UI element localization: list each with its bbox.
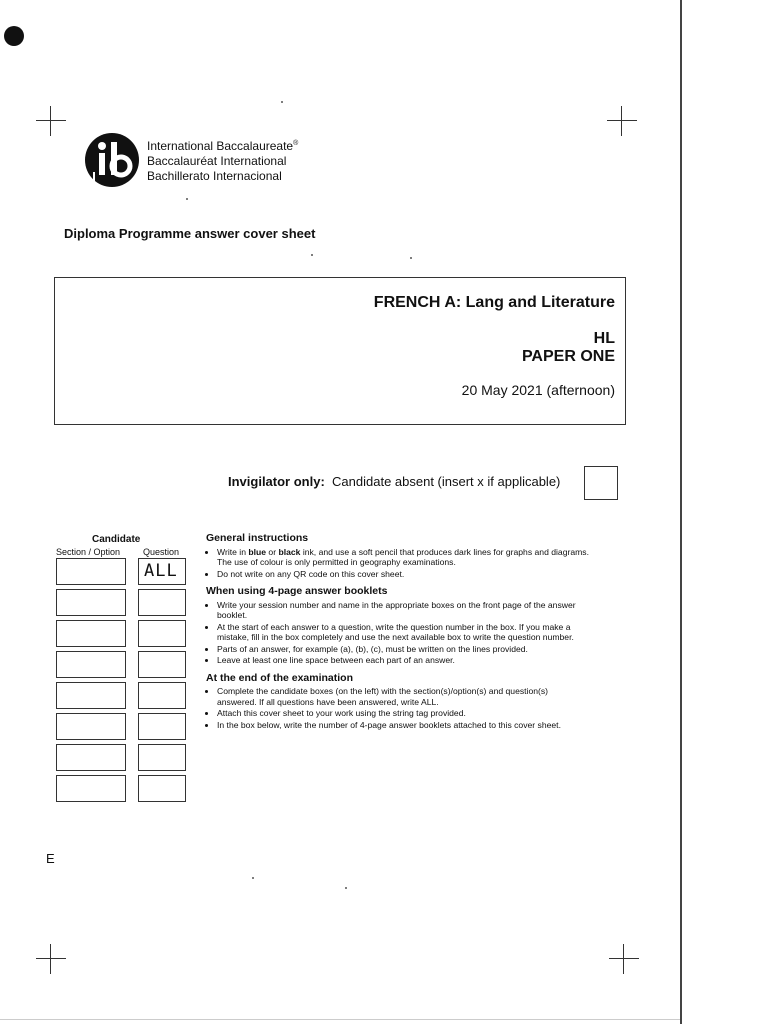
organization-names xyxy=(147,136,298,184)
org-name-es: Bachillerato Internacional xyxy=(147,169,282,183)
scan-speck xyxy=(281,101,283,103)
question-box[interactable] xyxy=(138,713,186,740)
instruction-item: • Attach this cover sheet to your work using the string tag provided. xyxy=(217,708,590,719)
instruction-item: • Parts of an answer, for example (a), (b), (c), must be written on the lines provided. xyxy=(217,644,590,655)
handwritten-question-entry: ALL xyxy=(144,561,178,581)
registration-mark-top-left xyxy=(36,106,66,136)
scan-edge-line xyxy=(0,1019,680,1020)
exam-paper: PAPER ONE xyxy=(521,348,615,365)
instructions-block xyxy=(206,533,590,737)
section-option-boxes xyxy=(56,558,126,806)
general-instructions-heading: General instructions xyxy=(206,532,309,544)
section-option-box[interactable] xyxy=(56,713,126,740)
section-option-box[interactable] xyxy=(56,744,126,771)
question-box[interactable] xyxy=(138,651,186,678)
end-of-exam-instructions-list xyxy=(206,686,590,730)
scan-margin xyxy=(682,0,768,1024)
section-option-box[interactable] xyxy=(56,620,126,647)
question-heading: Question xyxy=(143,547,180,557)
booklets-heading: When using 4-page answer booklets xyxy=(206,585,388,597)
general-instructions-list xyxy=(206,547,590,580)
invigilator-label: Invigilator only: xyxy=(228,474,325,489)
invigilator-text: Candidate absent (insert x if applicable) xyxy=(332,474,561,489)
question-box[interactable] xyxy=(138,620,186,647)
question-boxes xyxy=(138,558,186,806)
question-box[interactable] xyxy=(138,744,186,771)
scan-speck xyxy=(345,887,347,889)
invigilator-line xyxy=(228,474,560,489)
question-box[interactable] xyxy=(138,589,186,616)
question-box[interactable] xyxy=(138,682,186,709)
section-option-box[interactable] xyxy=(56,682,126,709)
language-code: E xyxy=(46,851,55,866)
registered-mark: ® xyxy=(293,140,299,147)
instruction-item: • Write in blue or black ink, and use a soft pencil that produces dark lines for graphs and diagrams. The use of colour is only permitted in geography examinations. xyxy=(217,547,590,568)
section-option-box[interactable] xyxy=(56,589,126,616)
exam-details-box xyxy=(54,277,626,425)
candidate-absent-box[interactable] xyxy=(584,466,618,500)
instruction-item: • At the start of each answer to a question, write the question number in the box. If you make a mistake, fill in the box completely and use the next available box to write the question number. xyxy=(217,622,590,643)
scan-speck xyxy=(252,877,254,879)
section-option-heading: Section / Option xyxy=(56,547,121,557)
instruction-item: • Leave at least one line space between each part of an answer. xyxy=(217,655,590,666)
scan-speck xyxy=(410,257,412,259)
punch-hole xyxy=(4,26,24,46)
question-box[interactable] xyxy=(138,775,186,802)
section-option-box[interactable] xyxy=(56,775,126,802)
exam-date: 20 May 2021 (afternoon) xyxy=(461,382,615,398)
org-name-en: International Baccalaureate xyxy=(147,139,294,153)
instruction-item: • Do not write on any QR code on this cover sheet. xyxy=(217,569,590,580)
sheet-title: Diploma Programme answer cover sheet xyxy=(64,226,316,241)
ib-logo xyxy=(84,132,140,188)
instruction-item: • Write your session number and name in the appropriate boxes on the front page of the answer booklet. xyxy=(217,600,590,621)
end-of-exam-heading: At the end of the examination xyxy=(206,671,354,684)
section-option-box[interactable] xyxy=(56,651,126,678)
registration-mark-bottom-left xyxy=(36,944,66,974)
org-name-fr: Baccalauréat International xyxy=(147,154,287,168)
section-option-box[interactable] xyxy=(56,558,126,585)
instruction-item: • In the box below, write the number of 4-page answer booklets attached to this cover sheet. xyxy=(217,720,590,731)
registration-mark-bottom-right xyxy=(609,944,639,974)
exam-subject: FRENCH A: Lang and Literature xyxy=(373,294,615,311)
scan-speck xyxy=(311,254,313,256)
scan-speck xyxy=(186,198,188,200)
candidate-heading: Candidate xyxy=(92,534,141,545)
instruction-item: • Complete the candidate boxes (on the left) with the section(s)/option(s) and question(s) answered. If all questions have been answered, write ALL. xyxy=(217,686,590,707)
question-box[interactable] xyxy=(138,558,186,585)
booklets-instructions-list xyxy=(206,600,590,666)
exam-level: HL xyxy=(593,330,615,347)
registration-mark-top-right xyxy=(607,106,637,136)
